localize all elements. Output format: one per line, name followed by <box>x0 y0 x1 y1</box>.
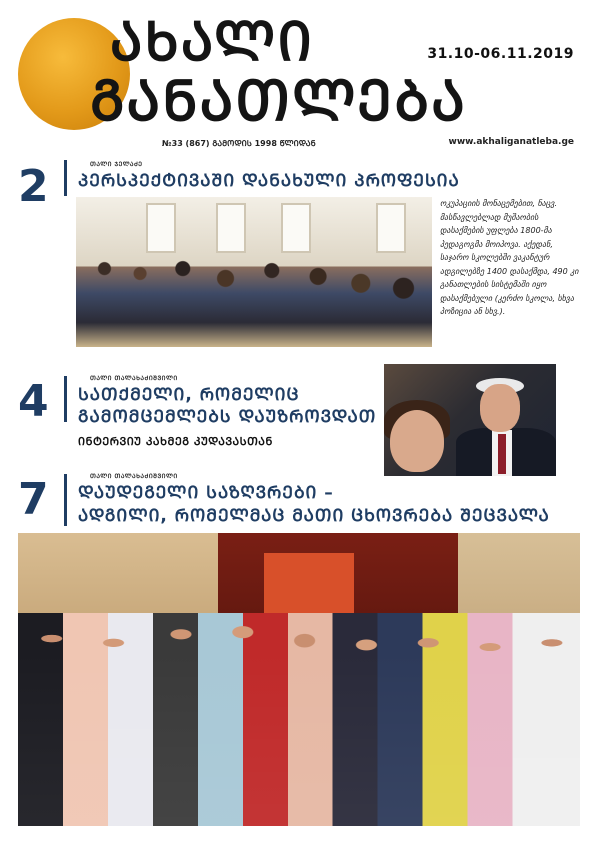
newspaper-title-line2: ᲒᲐᲜᲐᲗᲚᲔᲑᲐ <box>90 69 467 134</box>
article-2-author: ᲗᲐᲚᲘ ᲗᲐᲚᲐᲮᲐᲫᲘᲨᲕᲘᲚᲘ <box>90 375 178 382</box>
article-3-page-number: 7 <box>18 474 49 525</box>
article-1-headline[interactable]: ᲞᲔᲠᲡᲞᲔᲥᲢᲘᲕᲐᲨᲘ ᲓᲐᲜᲐᲮᲣᲚᲘ ᲞᲠᲝᲤᲔᲡᲘᲐ <box>78 171 460 191</box>
article-1-blurb: ოკუპაციის მონაცემებით, ნაცვ. მასწავლებლად მუშაობის დასაქმების უფლება 1800-მა პედაგოგმა მოიპოვა. აქედან, საჯარო სკოლებში ვაკანტურ ადგილებზე 1400 დასაქმდა, 490 კი განათლების სისტემაში იყო დასაქმებული (კერძო სკოლა, სხვა პოზიცია ან სხვ.). <box>440 199 579 316</box>
article-2-photo-interview <box>384 364 556 476</box>
article-1-photo-conference <box>76 197 432 347</box>
article-2-subhead: ᲘᲜᲢᲔᲠᲕᲘᲣ ᲙᲐᲮᲛᲔᲒ ᲙᲣᲓᲐᲕᲐᲡᲗᲐᲜ <box>78 435 273 448</box>
article-3-headline-line2[interactable]: ᲐᲓᲒᲘᲚᲘ, ᲠᲝᲛᲔᲚᲛᲐᲪ ᲛᲐᲗᲘ ᲪᲮᲝᲕᲠᲔᲑᲐ ᲨᲔᲪᲕᲐᲚᲐ <box>78 506 550 526</box>
newspaper-title-line1: ᲐᲮᲐᲚᲘ <box>110 10 314 73</box>
article-3-divider <box>64 474 67 526</box>
issue-date-range: 31.10-06.11.2019 <box>427 46 574 62</box>
article-3-author: ᲗᲐᲚᲘ ᲗᲐᲚᲐᲮᲐᲫᲘᲨᲕᲘᲚᲘ <box>90 473 178 480</box>
article-2-page-number: 4 <box>18 376 49 427</box>
website-link[interactable]: www.akhaliganatleba.ge <box>448 137 574 147</box>
article-3-headline-line1[interactable]: ᲓᲐᲣᲓᲔᲒᲔᲚᲘ ᲡᲐᲖᲦᲕᲠᲔᲑᲘ – <box>78 483 334 503</box>
article-1-divider <box>64 160 67 196</box>
issue-number: №33 (867) ᲒᲐᲛᲝᲓᲘᲡ 1998 ᲬᲚᲘᲓᲐᲜ <box>162 139 316 148</box>
article-1-page-number: 2 <box>18 161 49 212</box>
article-1-author: ᲗᲐᲚᲘ ᲯᲔᲚᲐᲫᲔ <box>90 161 143 168</box>
article-2-headline-line1[interactable]: ᲡᲐᲗᲥᲛᲔᲚᲘ, ᲠᲝᲛᲔᲚᲘᲪ <box>78 385 300 405</box>
article-3-photo-group <box>18 533 580 826</box>
article-2-headline-line2[interactable]: ᲒᲐᲛᲝᲛᲪᲔᲛᲚᲔᲑᲡ ᲓᲐᲣᲖᲠᲝᲕᲓᲐᲗ <box>78 407 377 427</box>
article-2-divider <box>64 376 67 422</box>
